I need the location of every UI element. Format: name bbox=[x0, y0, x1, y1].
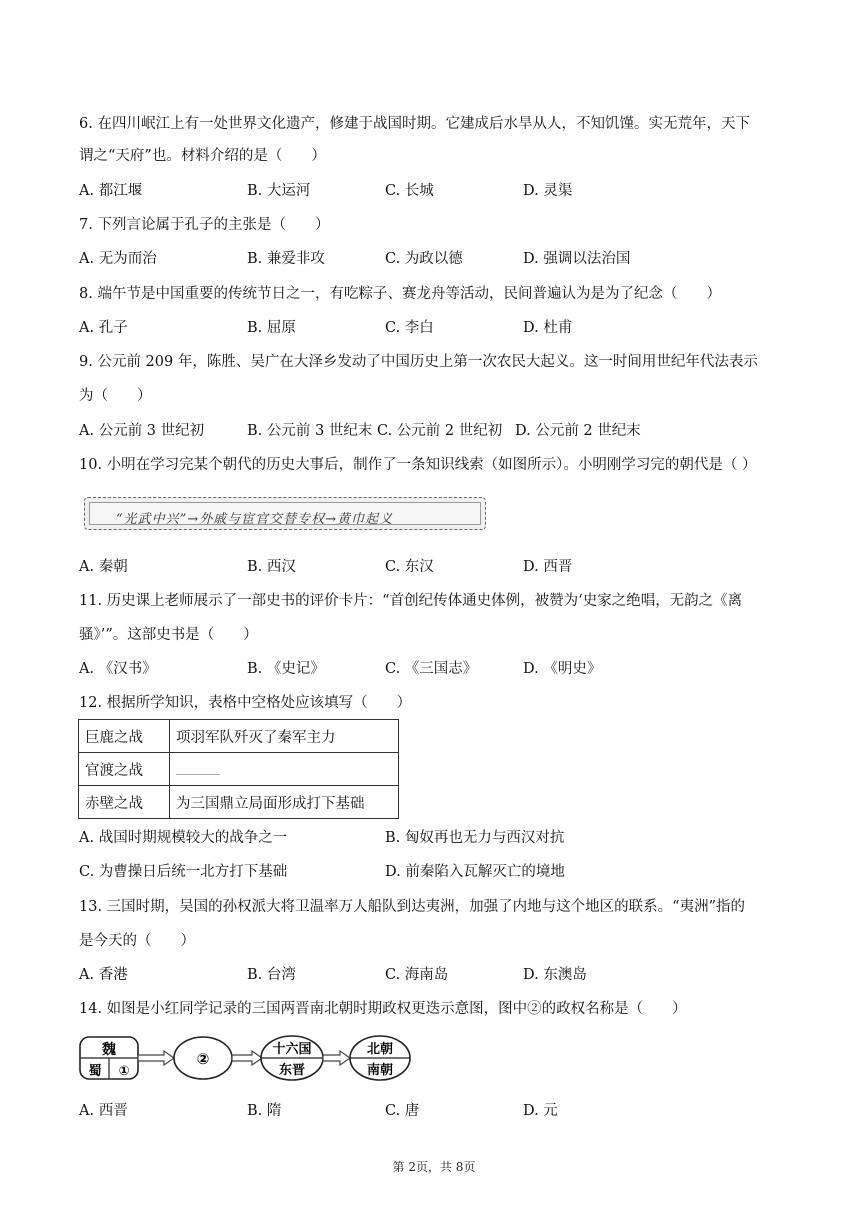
option-a[interactable]: A. 《汉书》 bbox=[79, 661, 157, 677]
regime-sixteen-kingdoms-label: 十六国 bbox=[272, 1042, 312, 1057]
question-13-text-line2: 是今天的（ ） bbox=[79, 933, 195, 949]
option-c[interactable]: C. 李白 bbox=[385, 320, 434, 336]
table-row bbox=[79, 753, 399, 786]
question-6-text-line2: 谓之“天府”也。材料介绍的是（ ） bbox=[79, 148, 326, 164]
question-10-text: 10. 小明在学习完某个朝代的历史大事后，制作了一条知识线索（如图所示）。小明刚学习完的朝代是（ ） bbox=[79, 457, 757, 473]
option-c[interactable]: C. 长城 bbox=[385, 183, 434, 199]
table-cell: 为三国鼎立局面形成打下基础 bbox=[170, 786, 399, 819]
option-b[interactable]: B. 匈奴再也无力与西汉对抗 bbox=[385, 830, 565, 846]
option-a[interactable]: A. 都江堰 bbox=[79, 183, 143, 199]
option-c[interactable]: C. 《三国志》 bbox=[385, 661, 478, 677]
page-number: 第 2页，共 8页 bbox=[392, 1160, 476, 1174]
question-8-text: 8. 端午节是中国重要的传统节日之一，有吃粽子、赛龙舟等活动，民间普遍认为是为了纪念（ ） bbox=[79, 286, 721, 302]
option-b[interactable]: B. 兼爱非攻 bbox=[247, 251, 325, 267]
option-a[interactable]: A. 秦朝 bbox=[79, 559, 128, 575]
knowledge-clue-text: “光武中兴”→外戚与宦官交替专权→黄巾起义 bbox=[116, 512, 394, 527]
option-b[interactable]: B. 大运河 bbox=[247, 183, 311, 199]
option-b[interactable]: B. 公元前 3 世纪末 bbox=[247, 423, 373, 439]
table-cell: 赤壁之战 bbox=[79, 786, 170, 819]
table-cell: 巨鹿之战 bbox=[79, 720, 170, 753]
table-blank-cell bbox=[170, 753, 399, 786]
question-14-text: 14. 如图是小红同学记录的三国两晋南北朝时期政权更迭示意图，图中②的政权名称是（ ） bbox=[79, 1001, 687, 1017]
option-d[interactable]: D. 《明史》 bbox=[523, 661, 602, 677]
option-b[interactable]: B. 《史记》 bbox=[247, 661, 325, 677]
option-d[interactable]: D. 西晋 bbox=[523, 559, 573, 575]
knowledge-clue-strip bbox=[84, 497, 486, 530]
option-b[interactable]: B. 台湾 bbox=[247, 967, 296, 983]
option-b[interactable]: B. 西汉 bbox=[247, 559, 296, 575]
blank-line bbox=[176, 760, 220, 775]
regime-wei-label: 魏 bbox=[102, 1042, 116, 1058]
regime-eastern-jin-label: 东晋 bbox=[278, 1063, 306, 1078]
option-c[interactable]: C. 为曹操日后统一北方打下基础 bbox=[79, 864, 288, 880]
option-c[interactable]: C. 为政以德 bbox=[385, 251, 463, 267]
option-c[interactable]: C. 东汉 bbox=[385, 559, 434, 575]
regime-northern-dynasties-label: 北朝 bbox=[366, 1042, 394, 1057]
regime-shu-label: 蜀 bbox=[88, 1064, 102, 1079]
arrow-icon bbox=[232, 1051, 262, 1065]
option-a[interactable]: A. 西晋 bbox=[79, 1103, 128, 1119]
option-d[interactable]: D. 元 bbox=[523, 1103, 558, 1119]
option-a[interactable]: A. 孔子 bbox=[79, 320, 128, 336]
question-9-text-line1: 9. 公元前 209 年，陈胜、吴广在大泽乡发动了中国历史上第一次农民大起义。这一时间用世纪年代法表示 bbox=[79, 354, 758, 370]
option-d[interactable]: D. 强调以法治国 bbox=[523, 251, 631, 267]
option-d[interactable]: D. 公元前 2 世纪末 bbox=[515, 423, 641, 439]
question-12-text: 12. 根据所学知识，表格中空格处应该填写（ ） bbox=[79, 695, 412, 711]
option-b[interactable]: B. 屈原 bbox=[247, 320, 296, 336]
arrow-icon bbox=[323, 1051, 350, 1065]
option-c[interactable]: C. 唐 bbox=[385, 1103, 420, 1119]
battle-table bbox=[78, 719, 399, 819]
question-9-text-line2: 为（ ） bbox=[79, 388, 152, 404]
option-d[interactable]: D. 东澳岛 bbox=[523, 967, 587, 983]
question-7-text: 7. 下列言论属于孔子的主张是（ ） bbox=[79, 217, 330, 233]
regime-southern-dynasties-label: 南朝 bbox=[366, 1063, 394, 1078]
option-c[interactable]: C. 公元前 2 世纪初 bbox=[377, 423, 503, 439]
regime-1-label: ① bbox=[118, 1064, 130, 1079]
regime-succession-diagram bbox=[78, 1033, 418, 1083]
option-d[interactable]: D. 灵渠 bbox=[523, 183, 573, 199]
option-d[interactable]: D. 杜甫 bbox=[523, 320, 573, 336]
table-row bbox=[79, 720, 399, 753]
regime-2-label: ② bbox=[196, 1050, 210, 1068]
table-cell: 官渡之战 bbox=[79, 753, 170, 786]
arrow-icon bbox=[138, 1051, 174, 1065]
question-6-text-line1: 6. 在四川岷江上有一处世界文化遗产，修建于战国时期。它建成后水旱从人，不知饥馑。实无荒年，天下 bbox=[79, 116, 750, 132]
option-a[interactable]: A. 香港 bbox=[79, 967, 128, 983]
option-a[interactable]: A. 战国时期规模较大的战争之一 bbox=[79, 830, 288, 846]
option-b[interactable]: B. 隋 bbox=[247, 1103, 282, 1119]
table-cell: 项羽军队歼灭了秦军主力 bbox=[170, 720, 399, 753]
table-row bbox=[79, 786, 399, 819]
option-c[interactable]: C. 海南岛 bbox=[385, 967, 449, 983]
option-a[interactable]: A. 无为而治 bbox=[79, 251, 157, 267]
option-d[interactable]: D. 前秦陷入瓦解灭亡的境地 bbox=[385, 864, 565, 880]
question-11-text-line2: 骚》’”。这部史书是（ ） bbox=[79, 627, 258, 643]
question-13-text-line1: 13. 三国时期，吴国的孙权派大将卫温率万人船队到达夷洲，加强了内地与这个地区的联系。“夷洲”指的 bbox=[79, 899, 745, 915]
option-a[interactable]: A. 公元前 3 世纪初 bbox=[79, 423, 205, 439]
question-11-text-line1: 11. 历史课上老师展示了一部史书的评价卡片：“首创纪传体通史体例，被赞为‘史家之绝唱，无韵之《离 bbox=[79, 593, 743, 609]
